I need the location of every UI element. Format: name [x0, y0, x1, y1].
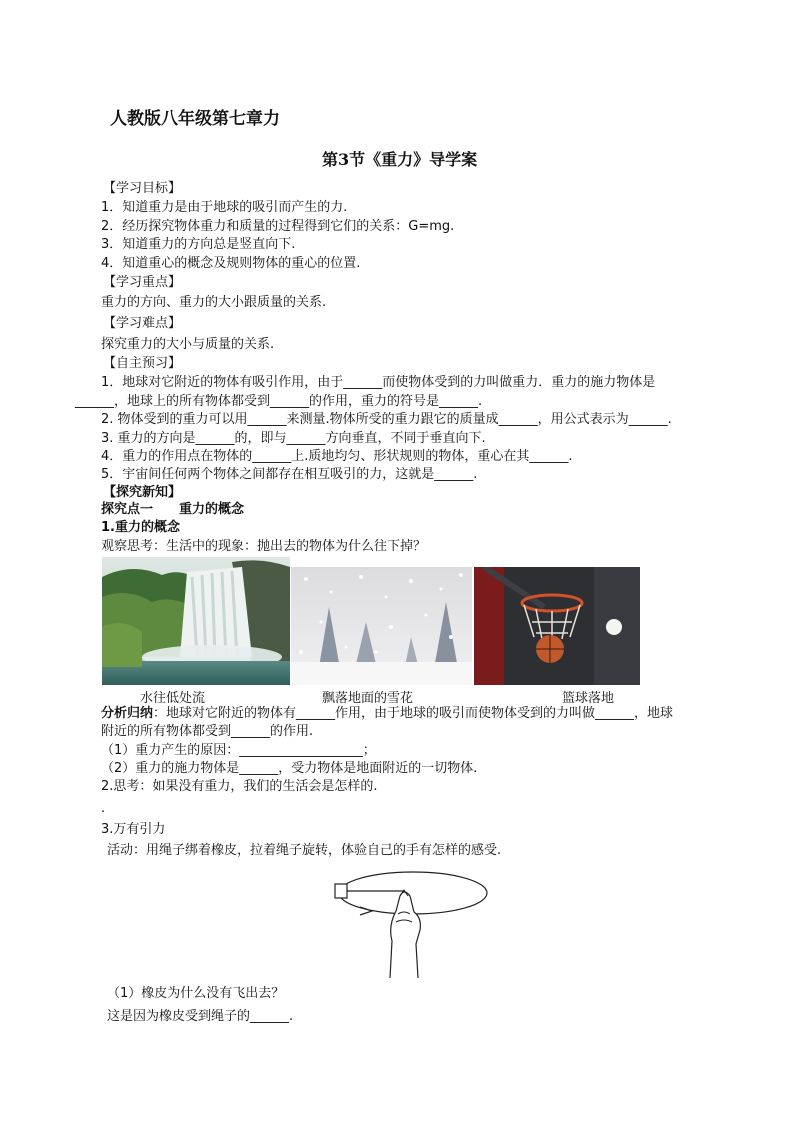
- preview-line: 5．宇宙间任何两个物体之间都存在相互吸引的力，这就是______.: [101, 467, 478, 482]
- preview-line: ______，地球上的所有物体都受到______的作用，重力的符号是______.: [75, 394, 483, 409]
- rotating-rubber-illustration: [330, 866, 490, 978]
- section-title: 第3节《重力》导学案: [322, 150, 478, 169]
- basketball-photo: [474, 567, 640, 685]
- analysis-rest: ：地球对它附近的物体有______作用，由于地球的吸引而使物体受到的力叫做______，地球: [153, 706, 674, 721]
- explore-heading: 【探究新知】: [103, 485, 182, 500]
- image-caption: 水往低处流: [140, 691, 206, 706]
- analysis-label: 分析归纳: [101, 706, 154, 721]
- difficulties-text: 探究重力的大小与质量的关系.: [101, 337, 275, 352]
- objectives-heading: 【学习目标】: [103, 181, 182, 196]
- stray-dot: .: [101, 801, 106, 816]
- preview-line: 1．地球对它附近的物体有吸引作用，由于______而使物体受到的力叫做重力．重力的施力物体是: [101, 375, 656, 390]
- activity-text: 活动：用绳子绑着橡皮，拉着绳子旋转，体验自己的手有怎样的感受.: [107, 843, 502, 858]
- think-question: 2.思考：如果没有重力，我们的生活会是怎样的.: [101, 779, 378, 794]
- analysis-line: [101, 705, 673, 723]
- difficulties-heading: 【学习难点】: [103, 316, 182, 331]
- answer-line: 这是因为橡皮受到绳子的______.: [107, 1009, 294, 1024]
- subsection-universal-gravitation: 3.万有引力: [101, 822, 166, 837]
- book-chapter-title: 人教版八年级第七章力: [110, 109, 280, 129]
- preview-heading: 【自主预习】: [103, 356, 182, 371]
- objective-item: 1．知道重力是由于地球的吸引而产生的力.: [101, 200, 348, 215]
- preview-line: 4．重力的作用点在物体的______上.质地均匀、形状规则的物体，重心在其______.: [101, 449, 573, 464]
- preview-line: 3. 重力的方向是______的，即与______方向垂直，不同于垂直向下.: [101, 431, 486, 446]
- question-cause: （1）重力产生的原因：___________________；: [101, 743, 376, 758]
- explore-point-title: 探究点一 重力的概念: [101, 502, 245, 517]
- subsection-gravity-concept: 1.重力的概念: [101, 520, 180, 535]
- preview-line: 2. 物体受到的重力可以用______来测量.物体所受的重力跟它的质量成______，用公式表示为______.: [101, 412, 672, 427]
- analysis-line-2: 附近的所有物体都受到______的作用.: [101, 724, 314, 739]
- objective-item: 4．知道重心的概念及规则物体的重心的位置.: [101, 256, 361, 271]
- question-applier: （2）重力的施力物体是______，受力物体是地面附近的一切物体.: [101, 761, 478, 776]
- objective-item: 2．经历探究物体重力和质量的过程得到它们的关系：G=mg.: [101, 219, 455, 234]
- question-why-not-fly: （1）橡皮为什么没有飞出去？: [107, 986, 285, 1001]
- waterfall-photo: [102, 557, 290, 685]
- image-caption: 篮球落地: [562, 691, 615, 706]
- image-caption: 飘落地面的雪花: [322, 691, 414, 706]
- snow-photo: [291, 567, 472, 685]
- key-points-heading: 【学习重点】: [103, 275, 182, 290]
- observe-question: 观察思考：生活中的现象：抛出去的物体为什么往下掉？: [101, 539, 427, 554]
- objective-item: 3．知道重力的方向总是竖直向下.: [101, 237, 296, 252]
- key-points-text: 重力的方向、重力的大小跟质量的关系.: [101, 295, 327, 310]
